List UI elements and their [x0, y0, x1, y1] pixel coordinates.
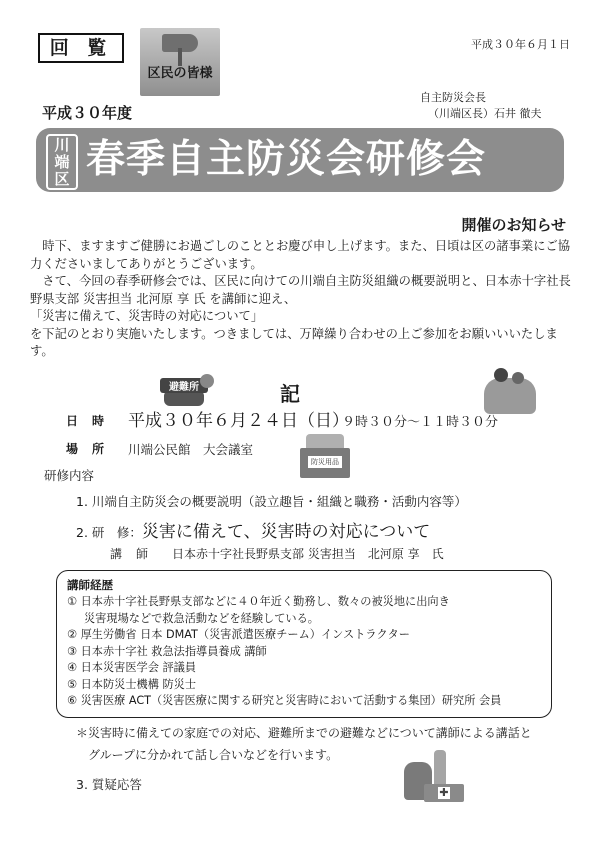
- event-place: 川端公民館 大会議室: [128, 442, 254, 457]
- lecturer-name: 日本赤十字社長野県支部 災害担当 北河原 享 氏: [172, 547, 444, 561]
- head-shape: [512, 372, 524, 384]
- ward-char: 川: [54, 135, 70, 154]
- lecturer-label: 講師: [110, 547, 163, 561]
- ki-heading: 記: [280, 382, 300, 406]
- sender-name: （川端区長）石井 徹夫: [428, 107, 542, 120]
- evacuation-sign-icon: [160, 374, 208, 408]
- datetime-label: 日時: [66, 414, 119, 428]
- program-heading: 研修内容: [44, 468, 95, 483]
- body-paragraph: を下記のとおり実施いたします。つきましては、万障繰り合わせの上ご参加をお願いいいたします。: [30, 326, 558, 358]
- program-item-3: 3. 質疑応答: [76, 777, 142, 792]
- bio-item: ③ 日本赤十字社 救急法指導員養成 講師: [67, 644, 267, 658]
- event-time: ９時３０分～１１時３０分: [342, 415, 499, 430]
- program-item-1: 1. 川端自主防災会の概要説明（設立趣旨・組織と職務・活動内容等）: [76, 494, 467, 509]
- bio-item: ② 厚生労働省 日本 DMAT（災害派遣医療チーム）インストラクター: [67, 628, 410, 641]
- bio-item: 災害現場などで救急活動などを経験している。: [84, 611, 319, 625]
- evacuation-label: 避難所: [160, 378, 208, 393]
- ward-char: 端: [54, 152, 70, 171]
- publication-date: 平成３０年６月１日: [471, 38, 570, 51]
- note-line: グループに分かれて話し合いなどを行います。: [88, 748, 339, 762]
- note-line: ＊災害時に備えての家庭での対応、避難所までの避難などについて講師による講話と: [76, 726, 532, 740]
- event-date: 平成３０年６月２４日（日）: [128, 411, 349, 431]
- tree-shape: [200, 374, 214, 388]
- supplies-label: 防災用品: [308, 456, 342, 468]
- sender-block: [420, 90, 542, 122]
- banner-label: 区民の皆様: [147, 66, 213, 81]
- main-title: 春季自主防災会研修会: [86, 137, 487, 182]
- bio-item: ⑥ 災害医療 ACT（災害医療に関する研究と災害時において活動する集団）研究所 会員: [67, 694, 502, 707]
- item2-prefix: 2. 研 修：: [76, 525, 142, 540]
- place-label: 場所: [66, 442, 119, 456]
- family-blanket-icon: [484, 364, 536, 414]
- body-paragraph: 時下、ますますご健勝にお過ごしのこととお慶び申し上げます。また、日頃は区の諸事業にご協力くださいましてありがとうございます。: [30, 239, 571, 271]
- head-shape: [494, 368, 508, 382]
- program-note: [76, 722, 566, 766]
- lecturer-line: [110, 545, 444, 562]
- bio-item: ④ 日本災害医学会 評議員: [67, 661, 197, 674]
- program-item-2: [76, 517, 430, 542]
- body-paragraph: さて、今回の春季研修会では、区民に向けての川端自主防災組織の概要説明と、日本赤十字社長野県支部 災害担当 北河原 享 氏 を講師に迎え、: [30, 274, 571, 306]
- first-aid-kit-icon: [404, 748, 464, 804]
- item2-title: 災害に備えて、災害時の対応について: [141, 522, 431, 542]
- body-text: [30, 238, 575, 361]
- bio-item: ① 日本赤十字社長野県支部などに４０年近く勤務し、数々の被災地に出向き: [67, 595, 450, 608]
- title-banner: [36, 128, 564, 192]
- ward-char: 区: [54, 169, 70, 188]
- fiscal-year: 平成３０年度: [42, 104, 133, 122]
- body-paragraph: 「災害に備えて、災害時の対応について」: [30, 309, 264, 323]
- emergency-supplies-icon: [298, 430, 352, 480]
- first-aid-cross-icon: ✚: [439, 786, 449, 799]
- notice-subtitle: 開催のお知らせ: [461, 216, 566, 234]
- bio-item: ⑤ 日本防災士機構 防災士: [67, 677, 197, 691]
- blanket-shape: [484, 378, 536, 414]
- bio-list: [67, 594, 543, 710]
- sender-title: 自主防災会長: [420, 91, 486, 104]
- kairan-label: 回 覧: [38, 33, 124, 63]
- lecturer-bio-box: [56, 570, 552, 718]
- bio-heading: 講師経歴: [67, 578, 113, 592]
- ward-name-box: [46, 134, 78, 190]
